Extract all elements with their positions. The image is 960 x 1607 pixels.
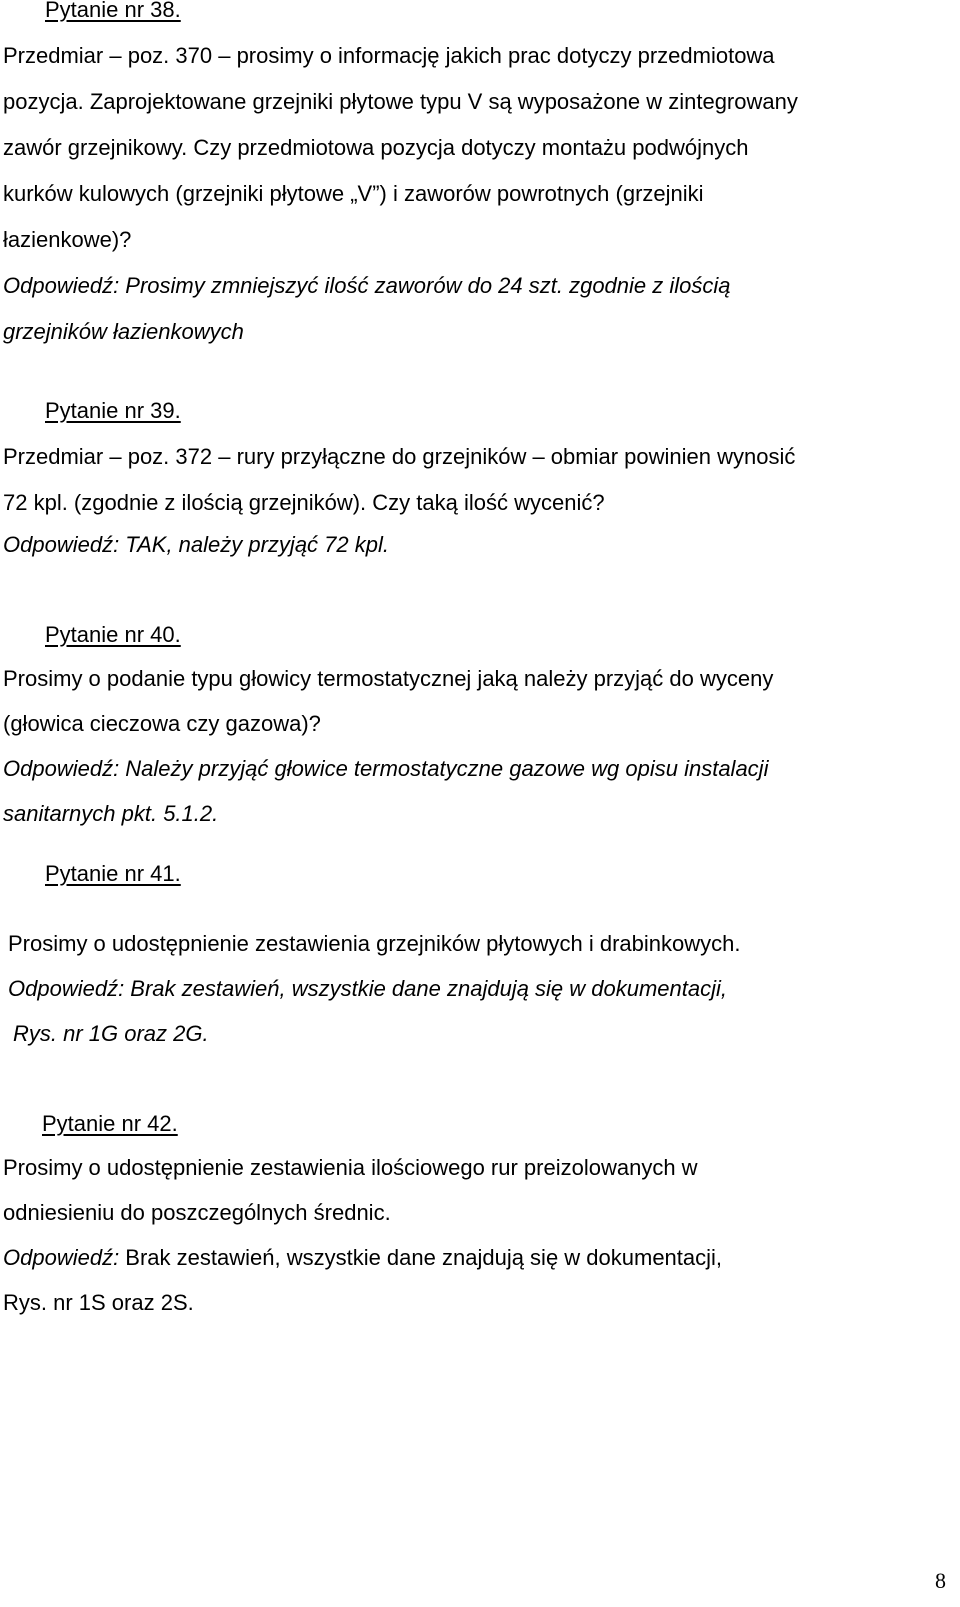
answer-label: Odpowiedź: (3, 1245, 120, 1270)
question-text-line: (głowica cieczowa czy gazowa)? (3, 711, 321, 736)
question-text-line: Prosimy o udostępnienie zestawienia ilościowego rur preizolowanych w (3, 1155, 698, 1180)
answer-text-line: Rys. nr 1S oraz 2S. (3, 1290, 194, 1315)
question-text-line: Przedmiar – poz. 370 – prosimy o informację jakich prac dotyczy przedmiotowa (3, 43, 775, 68)
question-text-line: Przedmiar – poz. 372 – rury przyłączne do grzejników – obmiar powinien wynosić (3, 444, 796, 469)
question-title: Pytanie nr 40. (45, 622, 181, 647)
question-text-line: zawór grzejnikowy. Czy przedmiotowa pozycja dotyczy montażu podwójnych (3, 135, 749, 160)
question-text-line: kurków kulowych (grzejniki płytowe „V”) i zaworów powrotnych (grzejniki (3, 181, 704, 206)
question-text-line: łazienkowe)? (3, 227, 132, 252)
answer-text-line: Odpowiedź: TAK, należy przyjąć 72 kpl. (3, 532, 389, 557)
question-text-line: odniesieniu do poszczególnych średnic. (3, 1200, 391, 1225)
page-number: 8 (935, 1568, 946, 1593)
answer-text: Brak zestawień, wszystkie dane znajdują się w dokumentacji, (119, 1245, 723, 1270)
question-text-line: pozycja. Zaprojektowane grzejniki płytowe typu V są wyposażone w zintegrowany (3, 89, 798, 114)
answer-text-line: Rys. nr 1G oraz 2G. (13, 1021, 209, 1046)
answer-text-line: sanitarnych pkt. 5.1.2. (3, 801, 219, 826)
question-text-line: Prosimy o podanie typu głowicy termostatycznej jaką należy przyjąć do wyceny (3, 666, 774, 691)
answer-text-line (3, 1235, 954, 1281)
answer-text-line: Odpowiedź: Należy przyjąć głowice termostatyczne gazowe wg opisu instalacji (3, 756, 769, 781)
answer-text-line: Odpowiedź: Prosimy zmniejszyć ilość zaworów do 24 szt. zgodnie z ilością (3, 273, 731, 298)
question-title: Pytanie nr 41. (45, 861, 181, 886)
question-text-line: 72 kpl. (zgodnie z ilością grzejników). Czy taką ilość wycenić? (3, 490, 605, 515)
question-title: Pytanie nr 39. (45, 398, 181, 423)
answer-text-line: Odpowiedź: Brak zestawień, wszystkie dane znajdują się w dokumentacji, (8, 976, 728, 1001)
answer-text-line: grzejników łazienkowych (3, 319, 244, 344)
question-title: Pytanie nr 42. (42, 1111, 178, 1136)
question-text-line: Prosimy o udostępnienie zestawienia grzejników płytowych i drabinkowych. (8, 931, 741, 956)
question-title: Pytanie nr 38. (45, 0, 181, 22)
